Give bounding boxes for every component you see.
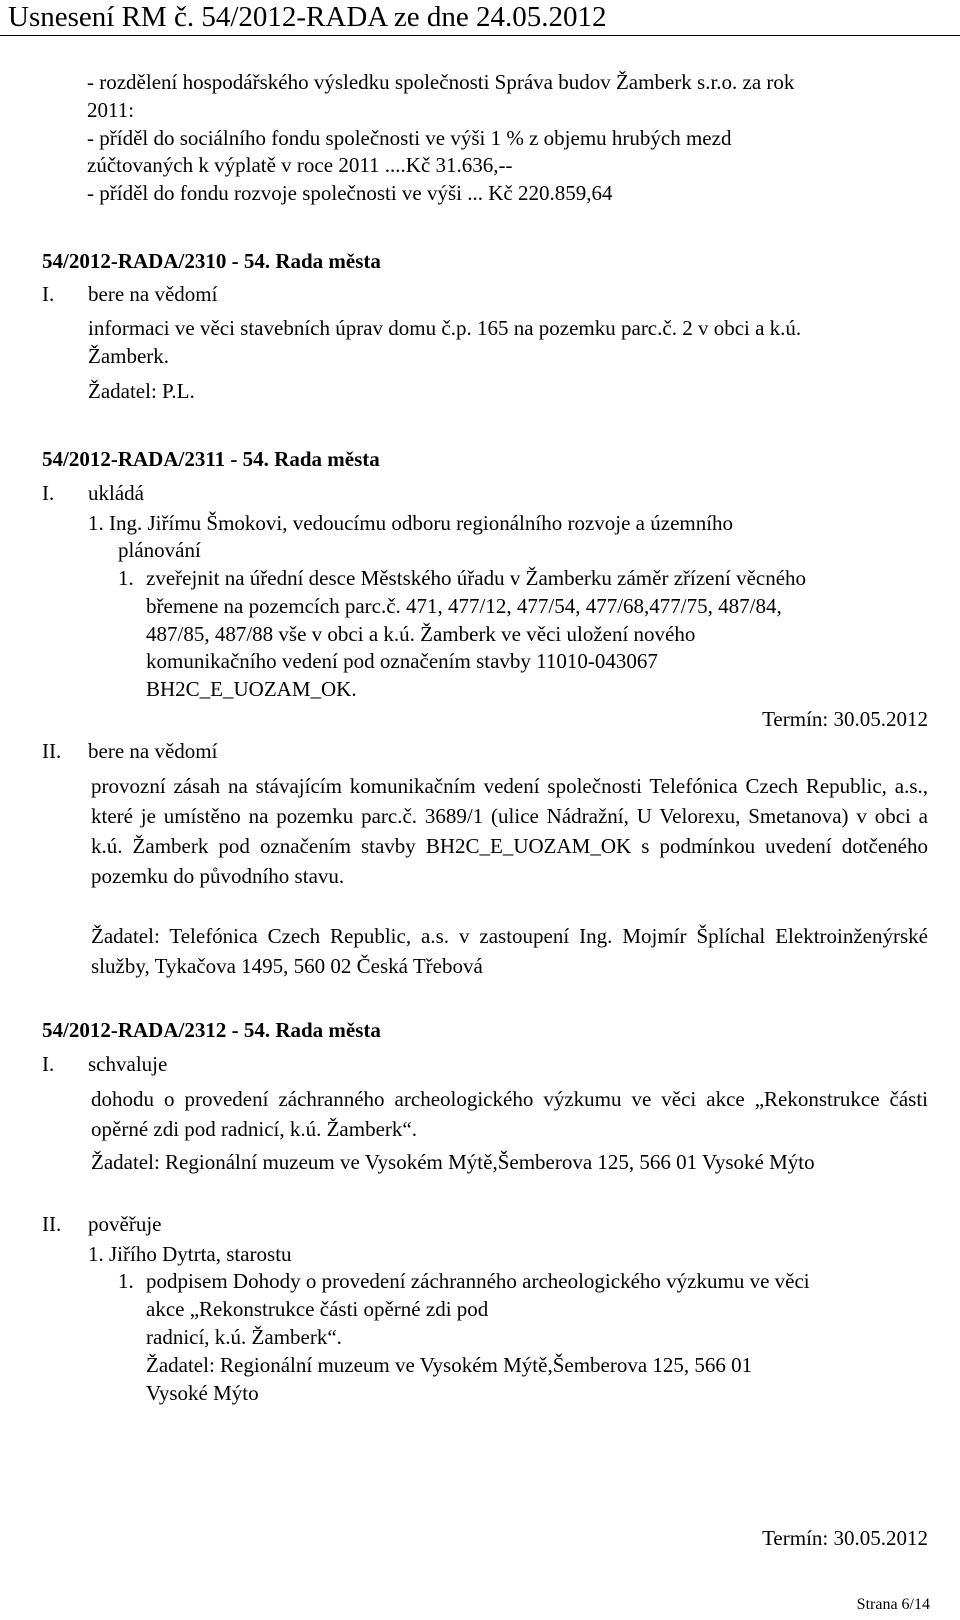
resolution-2312-task-number: 1. bbox=[118, 1269, 134, 1293]
page-header: Usnesení RM č. 54/2012-RADA ze dne 24.05.2012 bbox=[0, 0, 960, 36]
resolution-2311-task-1: zveřejnit na úřední desce Městského úřadu v Žamberku záměr zřízení věcného bbox=[146, 566, 807, 590]
resolution-2311-i-verb: ukládá bbox=[88, 481, 144, 505]
resolution-2311-task-2: břemene na pozemcích parc.č. 471, 477/12, 477/54, 477/68,477/75, 487/84, bbox=[146, 594, 782, 618]
resolution-2312-person: 1. Jiřího Dytrta, starostu bbox=[88, 1242, 292, 1266]
resolution-2312-task-5: Vysoké Mýto bbox=[146, 1381, 259, 1405]
intro-line-5: - příděl do fondu rozvoje společnosti ve výši ... Kč 220.859,64 bbox=[87, 181, 613, 205]
resolution-2311-ii-verb: bere na vědomí bbox=[88, 739, 218, 763]
resolution-2312-i-verb: schvaluje bbox=[88, 1052, 168, 1076]
resolution-2311-task-number: 1. bbox=[118, 566, 134, 590]
resolution-2311-task-4: komunikačního vedení pod označením stavby 11010-043067 bbox=[146, 649, 658, 673]
resolution-2312-applicant-block bbox=[91, 1147, 928, 1177]
resolution-2311-paragraph bbox=[91, 771, 928, 891]
resolution-2311-person-1: 1. Ing. Jiřímu Šmokovi, vedoucímu odboru regionálního rozvoje a územního bbox=[88, 511, 734, 535]
page-number: Strana 6/14 bbox=[856, 1596, 930, 1613]
resolution-2312-ii-verb: pověřuje bbox=[88, 1212, 162, 1236]
intro-line-2: 2011: bbox=[87, 98, 135, 122]
resolution-2311-task-5: BH2C_E_UOZAM_OK. bbox=[146, 677, 357, 701]
resolution-2312-paragraph bbox=[91, 1084, 928, 1144]
resolution-2311-i-label: I. bbox=[42, 481, 55, 505]
resolution-2311-applicant: Žadatel: Telefónica Czech Republic, a.s. v zastoupení Ing. Mojmír Šplíchal Elektroinženýrské služby, Tykačova 1495, 560 02 Česká Třebová bbox=[91, 924, 928, 978]
resolution-2312-task-4: Žadatel: Regionální muzeum ve Vysokém Mýtě,Šemberova 125, 566 01 bbox=[146, 1353, 753, 1377]
resolution-2310-text-1: informaci ve věci stavebních úprav domu č.p. 165 na pozemku parc.č. 2 v obci a k.ú. bbox=[88, 316, 802, 340]
resolution-2312-para-text: dohodu o provedení záchranného archeologického výzkumu ve věci akce „Rekonstrukce části opěrné zdi pod radnicí, k.ú. Žamberk“. bbox=[91, 1087, 928, 1141]
resolution-2311-task-3: 487/85, 487/88 vše v obci a k.ú. Žamberk ve věci uložení nového bbox=[146, 622, 696, 646]
resolution-2310-i-verb: bere na vědomí bbox=[88, 282, 218, 306]
resolution-2312-task-1: podpisem Dohody o provedení záchranného archeologického výzkumu ve věci bbox=[146, 1269, 810, 1293]
resolution-2312-applicant: Žadatel: Regionální muzeum ve Vysokém Mýtě,Šemberova 125, 566 01 Vysoké Mýto bbox=[91, 1150, 815, 1174]
resolution-2312-deadline: Termín: 30.05.2012 bbox=[762, 1526, 928, 1550]
resolution-2311-heading: 54/2012-RADA/2311 - 54. Rada města bbox=[42, 447, 380, 471]
intro-line-1: - rozdělení hospodářského výsledku společnosti Správa budov Žamberk s.r.o. za rok bbox=[87, 70, 795, 94]
resolution-2311-person-2: plánování bbox=[118, 538, 201, 562]
resolution-2312-task-3: radnicí, k.ú. Žamberk“. bbox=[146, 1325, 342, 1349]
resolution-2310-applicant: Žadatel: P.L. bbox=[88, 379, 195, 403]
resolution-2311-ii-label: II. bbox=[42, 739, 62, 763]
resolution-2311-applicant-block bbox=[91, 921, 928, 981]
resolution-2312-task-2: akce „Rekonstrukce části opěrné zdi pod bbox=[146, 1297, 489, 1321]
intro-line-4: zúčtovaných k výplatě v roce 2011 ....Kč 31.636,-- bbox=[87, 153, 513, 177]
intro-line-3: - příděl do sociálního fondu společnosti ve výši 1 % z objemu hrubých mezd bbox=[87, 126, 732, 150]
resolution-2312-ii-label: II. bbox=[42, 1212, 62, 1236]
resolution-2310-text-2: Žamberk. bbox=[88, 344, 170, 368]
resolution-2312-heading: 54/2012-RADA/2312 - 54. Rada města bbox=[42, 1018, 381, 1042]
resolution-2310-i-label: I. bbox=[42, 282, 55, 306]
resolution-2310-heading: 54/2012-RADA/2310 - 54. Rada města bbox=[42, 249, 381, 273]
resolution-2311-deadline: Termín: 30.05.2012 bbox=[762, 707, 928, 731]
resolution-2311-para-text: provozní zásah na stávajícím komunikačním vedení společnosti Telefónica Czech Republic, a.s., které je umístěno na pozemku parc.č. 3689/1 (ulice Nádražní, U Velorexu, Smetanova) v obci a k.ú. Žamberk pod označením stavby BH2C_E_UOZAM_OK s podmínkou uvedení dotčeného pozemku do původního stavu. bbox=[91, 774, 928, 888]
resolution-2312-i-label: I. bbox=[42, 1052, 55, 1076]
